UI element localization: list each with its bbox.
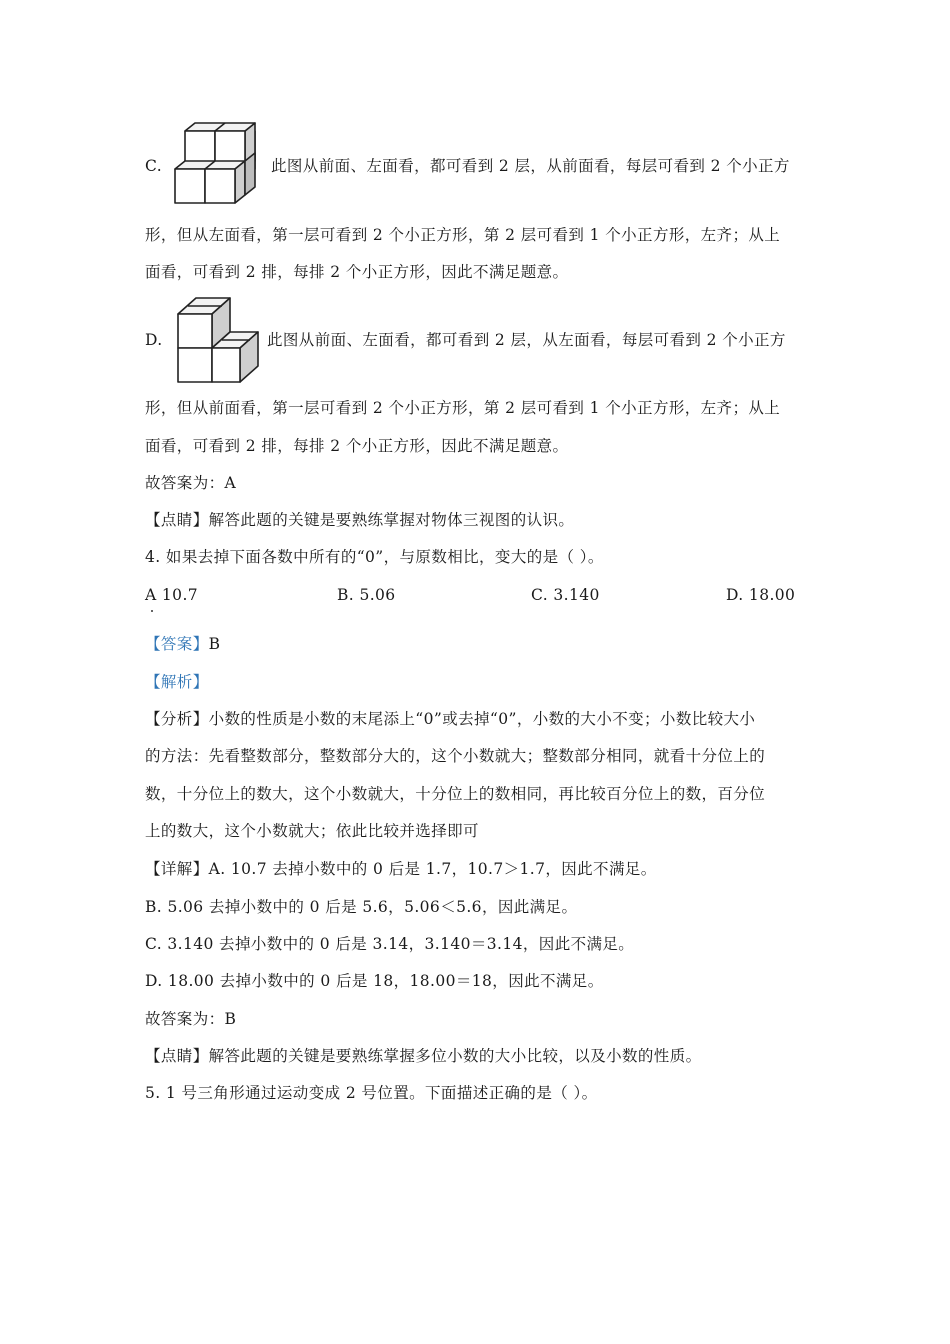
option-d-line1: 此图从前面、左面看，都可看到 2 层，从左面看，每层可看到 2 个小正方 [267,331,786,349]
option-c-line2: 形，但从左面看，第一层可看到 2 个小正方形，第 2 层可看到 1 个小正方形，左齐；从上 [145,226,781,244]
question-5: 5. 1 号三角形通过运动变成 2 号位置。下面描述正确的是（ ）。 [145,1084,598,1102]
answer-tag: 【答案】 [145,635,209,653]
tip-3: 【点睛】解答此题的关键是要熟练掌握对物体三视图的认识。 [145,511,575,529]
option-c-line1: 此图从前面、左面看，都可看到 2 层，从前面看，每层可看到 2 个小正方 [271,157,790,175]
fenxi-line-1: 【分析】小数的性质是小数的末尾添上“0”或去掉“0”，小数的大小不变；小数比较大小 [145,710,756,728]
detail-line-2: B. 5.06 去掉小数中的 0 后是 5.6，5.06＜5.6，因此满足。 [145,898,578,916]
q4-option-a: A 10.7 [145,586,199,604]
option-d-line2: 形，但从前面看，第一层可看到 2 个小正方形，第 2 层可看到 1 个小正方形，左齐；从上 [145,399,781,417]
answer-value: B [208,635,221,653]
q4-option-b: B. 5.06 [337,586,396,604]
cube-figure-d [174,296,264,384]
option-d-line3: 面看，可看到 2 排，每排 2 个小正方形，因此不满足题意。 [145,437,569,455]
q4-option-d: D. 18.00 [726,586,796,604]
option-c-line3: 面看，可看到 2 排，每排 2 个小正方形，因此不满足题意。 [145,263,569,281]
stray-dot [151,610,153,612]
fenxi-line-4: 上的数大，这个小数就大；依此比较并选择即可 [145,822,479,840]
analysis-tag: 【解析】 [145,673,209,691]
answer-3: 故答案为：A [145,474,237,492]
fenxi-line-3: 数，十分位上的数大，这个小数就大，十分位上的数相同，再比较百分位上的数，百分位 [145,785,766,803]
detail-line-3: C. 3.140 去掉小数中的 0 后是 3.14，3.140＝3.14，因此不满足。 [145,935,635,953]
option-d-label: D. [145,331,163,349]
answer-4: 故答案为：B [145,1010,237,1028]
tip-4: 【点睛】解答此题的关键是要熟练掌握多位小数的大小比较，以及小数的性质。 [145,1047,702,1065]
detail-line-4: D. 18.00 去掉小数中的 0 后是 18，18.00＝18，因此不满足。 [145,972,604,990]
fenxi-line-2: 的方法：先看整数部分，整数部分大的，这个小数就大；整数部分相同，就看十分位上的 [145,747,766,765]
q4-answer [145,634,220,654]
detail-line-1: 【详解】A. 10.7 去掉小数中的 0 后是 1.7，10.7＞1.7，因此不满足。 [145,860,657,878]
q4-option-c: C. 3.140 [531,586,600,604]
question-4: 4. 如果去掉下面各数中所有的“0”，与原数相比，变大的是（ ）。 [145,548,604,566]
option-c-label: C. [145,157,163,175]
cube-figure-c [173,121,265,205]
